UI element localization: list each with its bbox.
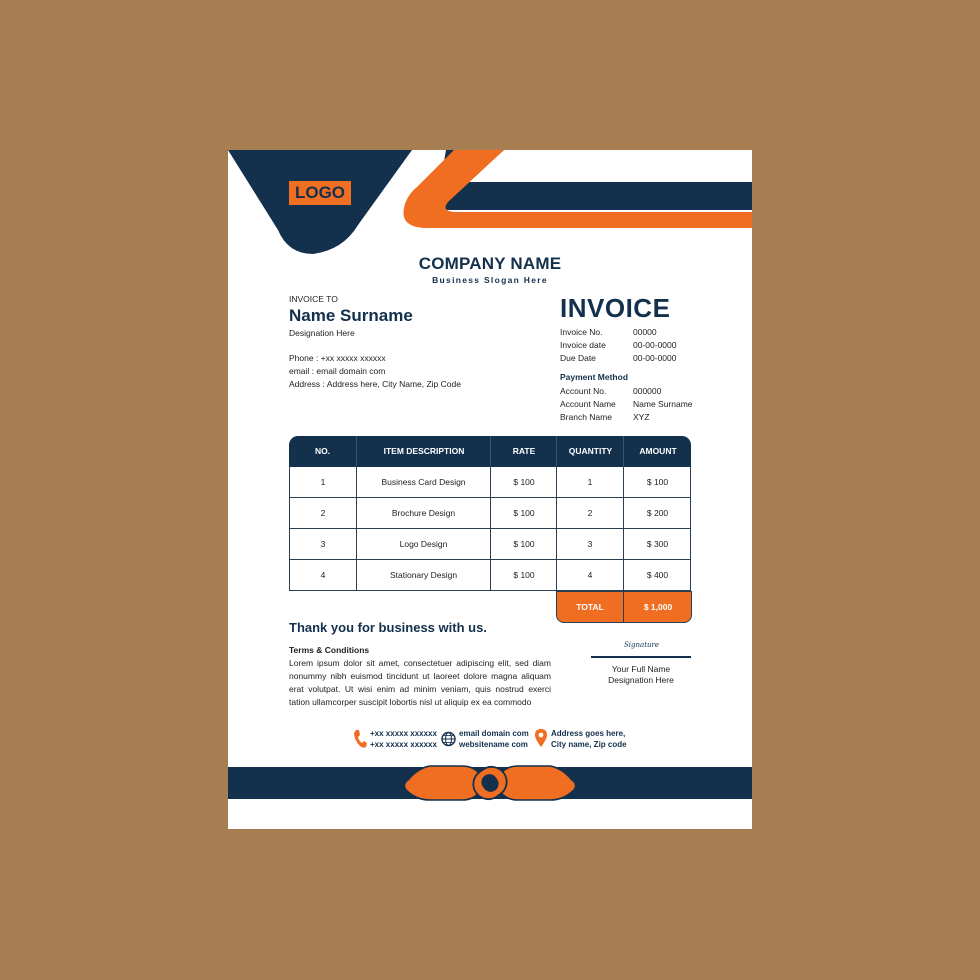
- signer-name: Your Full Name: [611, 664, 671, 674]
- cell-description: Stationary Design: [356, 560, 490, 590]
- table-row: [289, 529, 691, 560]
- invoice-page: [228, 150, 752, 829]
- customer-email: email : email domain com: [289, 366, 386, 376]
- branch-name-label: Branch Name: [560, 412, 612, 422]
- logo: LOGO: [289, 181, 351, 205]
- cell-rate: $ 100: [490, 560, 557, 590]
- header-amount: AMOUNT: [623, 436, 692, 467]
- cell-quantity: 1: [556, 467, 623, 497]
- invoice-title: INVOICE: [560, 293, 671, 323]
- total-row: [556, 591, 692, 623]
- cell-no: 1: [320, 477, 326, 487]
- payment-details: [560, 385, 710, 424]
- table-row: [289, 498, 691, 529]
- cell-amount: $ 100: [623, 467, 691, 497]
- invoice-no-value: 00000: [633, 327, 657, 337]
- cell-description: Brochure Design: [356, 498, 490, 528]
- due-date-value: 00-00-0000: [633, 353, 677, 363]
- due-date-label: Due Date: [560, 353, 596, 363]
- table-row: [289, 467, 691, 498]
- cell-rate: $ 100: [490, 498, 557, 528]
- footer-phone-2: +xx xxxxx xxxxxx: [370, 740, 437, 749]
- cell-quantity: 3: [556, 529, 623, 559]
- account-name-label: Account Name: [560, 399, 616, 409]
- footer-web: [459, 728, 529, 750]
- cell-no: 4: [320, 570, 326, 580]
- footer-phones: [370, 728, 437, 750]
- footer-address-2: City name, Zip code: [551, 740, 627, 749]
- terms-title: Terms & Conditions: [289, 645, 370, 655]
- account-no-label: Account No.: [560, 386, 607, 396]
- company-name: COMPANY NAME: [418, 254, 562, 273]
- globe-icon: [441, 729, 456, 749]
- customer-name: Name Surname: [289, 306, 413, 325]
- header-no: NO.: [314, 446, 331, 456]
- signature-script: Signature: [624, 641, 660, 649]
- cell-quantity: 4: [556, 560, 623, 590]
- customer-address: Address : Address here, City Name, Zip Code: [289, 379, 461, 389]
- customer-designation: Designation Here: [289, 328, 355, 338]
- signature-block: [591, 664, 691, 686]
- payment-method-title: Payment Method: [560, 372, 629, 382]
- cell-quantity: 2: [556, 498, 623, 528]
- terms-text: Lorem ipsum dolor sit amet, consectetuer adipiscing elit, sed diam nonummy nibh euismod tincidunt ut laoreet dolore magna aliquam erat volutpat. Ut wisi enim ad minim veniam, quis nostrud exerci tation ullamcorper suscipit lobortis nisl ut aliquip ex ea commodo: [289, 658, 551, 707]
- header-quantity: QUANTITY: [556, 436, 624, 467]
- location-pin-icon: [534, 728, 548, 748]
- cell-amount: $ 200: [623, 498, 691, 528]
- footer-address: [551, 728, 627, 750]
- cell-rate: $ 100: [490, 529, 557, 559]
- cell-amount: $ 400: [623, 560, 691, 590]
- invoice-to-label: INVOICE TO: [289, 294, 338, 304]
- thanks-message: Thank you for business with us.: [289, 620, 487, 635]
- invoice-details: [560, 326, 700, 365]
- phone-icon: [353, 729, 367, 749]
- table-header: [289, 436, 691, 467]
- invoice-date-value: 00-00-0000: [633, 340, 677, 350]
- cell-amount: $ 300: [623, 529, 691, 559]
- cell-description: Business Card Design: [356, 467, 490, 497]
- footer-ornament: [400, 762, 580, 806]
- signer-designation: Designation Here: [608, 675, 674, 685]
- header-decoration: [228, 150, 752, 260]
- footer-address-1: Address goes here,: [551, 729, 626, 738]
- cell-no: 3: [320, 539, 326, 549]
- table-row: [289, 560, 691, 591]
- cell-description: Logo Design: [356, 529, 490, 559]
- cell-rate: $ 100: [490, 467, 557, 497]
- header-description: ITEM DESCRIPTION: [356, 436, 491, 467]
- footer-email: email domain com: [459, 729, 529, 738]
- invoice-date-label: Invoice date: [560, 340, 606, 350]
- footer-phone-1: +xx xxxxx xxxxxx: [370, 729, 437, 738]
- company-slogan: Business Slogan Here: [432, 275, 548, 285]
- invoice-no-label: Invoice No.: [560, 327, 603, 337]
- account-name-value: Name Surname: [633, 399, 693, 409]
- total-value: $ 1,000: [623, 592, 692, 622]
- header-rate: RATE: [490, 436, 557, 467]
- customer-phone: Phone : +xx xxxxx xxxxxx: [289, 353, 386, 363]
- footer-website: websitename com: [459, 740, 528, 749]
- signature-line: [591, 656, 691, 658]
- branch-name-value: XYZ: [633, 412, 650, 422]
- total-label: TOTAL: [576, 602, 604, 612]
- cell-no: 2: [320, 508, 326, 518]
- account-no-value: 000000: [633, 386, 662, 396]
